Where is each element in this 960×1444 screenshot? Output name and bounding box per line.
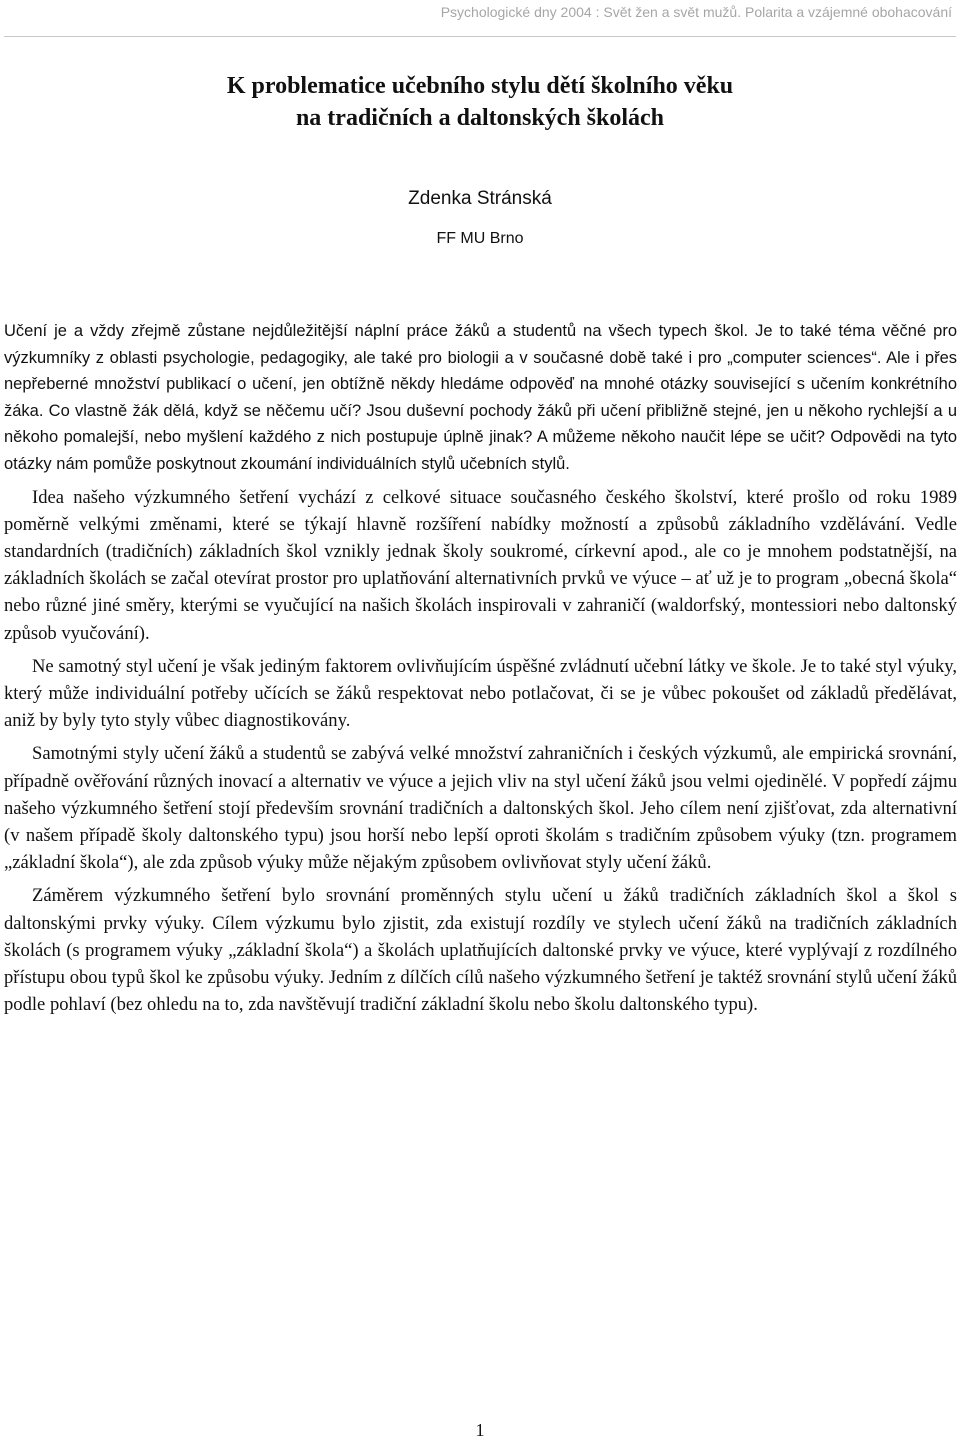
title-line-2: na tradičních a daltonských školách xyxy=(295,105,665,131)
title-line-1: K problematice učebního stylu dětí školního věku xyxy=(226,73,734,99)
author-name: Zdenka Stránská xyxy=(408,188,552,209)
article-title xyxy=(0,70,960,134)
body-paragraph-1: Idea našeho výzkumného šetření vychází z celkové situace současného českého školství, které prošlo od roku 1989 poměrně velkými změnami, které se týkají hlavně rozšíření nabídky možností a způsobů základního vzdělávání. Vedle standardních (tradičních) základních škol vznikly jednak školy soukromé, církevní apod., ale co je mnohem podstatnější, na základních školách se začal otevírat prostor pro uplatňování alternativních prvků ve výuce – ať už je to program „obecná škola“ nebo různé jiné směry, kterými se vyučující na našich školách inspirovali v zahraničí (waldorfský, montessiori nebo daltonský způsob vyučování). xyxy=(4,486,957,644)
body-paragraph-2: Ne samotný styl učení je však jediným faktorem ovlivňujícím úspěšné zvládnutí učební látky ve škole. Je to také styl výuky, který může individuální potřeby učících se žáků respektovat nebo potlačovat, či se je vůbec pokoušet od základů předělávat, aniž by byly tyto styly vůbec diagnostikovány. xyxy=(4,655,957,732)
abstract-paragraph: Učení je a vždy zřejmě zůstane nejdůležitější náplní práce žáků a studentů na všech typech škol. Je to také téma věčné pro výzkumníky z oblasti psychologie, pedagogiky, ale také pro biologii a v současné době také i pro „computer sciences“. Ale i přes nepřeberné množství publikací o učení, jen obtížně někdy hledáme odpověď na mnohé otázky související s učením konkrétního žáka. Co vlastně žák dělá, když se něčemu učí? Jsou duševní pochody žáků při učení přibližně stejné, jen u někoho rychlejší a u někoho pomalejší, nebo myšlení každého z nich postupuje úplně jinak? A můžeme někoho naučit lépe se učit? Odpovědi na tyto otázky nám pomůže poskytnout zkoumání individuálních stylů učebních stylů. xyxy=(4,322,957,473)
article-body xyxy=(4,318,957,1024)
body-paragraph-4: Záměrem výzkumného šetření bylo srovnání proměnných stylu učení u žáků tradičních základních škol a škol s daltonskými prvky výuky. Cílem výzkumu bylo zjistit, zda existují rozdíly ve stylech učení žáků na tradičních základních školách (s programem výuky „základní škola“) a školách uplatňujících daltonské prvky ve výuce, které vyplývají z rozdílného přístupu obou typů škol ke způsobu výuky. Jedním z dílčích cílů našeho výzkumného šetření je taktéž srovnání stylů učení žáků podle pohlaví (bez ohledu na to, zda navštěvují tradiční základní školu nebo školu daltonského typu). xyxy=(4,885,957,1016)
author-affiliation: FF MU Brno xyxy=(436,230,524,247)
running-header: Psychologické dny 2004 : Svět žen a svět mužů. Polarita a vzájemné obohacování xyxy=(440,4,952,20)
page-number: 1 xyxy=(475,1420,485,1440)
header-divider xyxy=(4,36,956,37)
body-paragraph-3: Samotnými styly učení žáků a studentů se zabývá velké množství zahraničních i českých výzkumů, ale empirická srovnání, případně ověřování různých inovací a alternativ ve výuce a jejich vliv na styl učení žáků jsou velmi ojedinělé. V popředí zájmu našeho výzkumného šetření stojí především srovnání tradičních a daltonských škol. Jeho cílem není zjišťovat, zda alternativní (v našem případě školy daltonského typu) jsou horší nebo lepší oproti školám s tradičním způsobem výuky (tzn. programem „základní škola“), ale zda způsob výuky může nějakým způsobem ovlivňovat styly učení žáků. xyxy=(4,743,957,874)
